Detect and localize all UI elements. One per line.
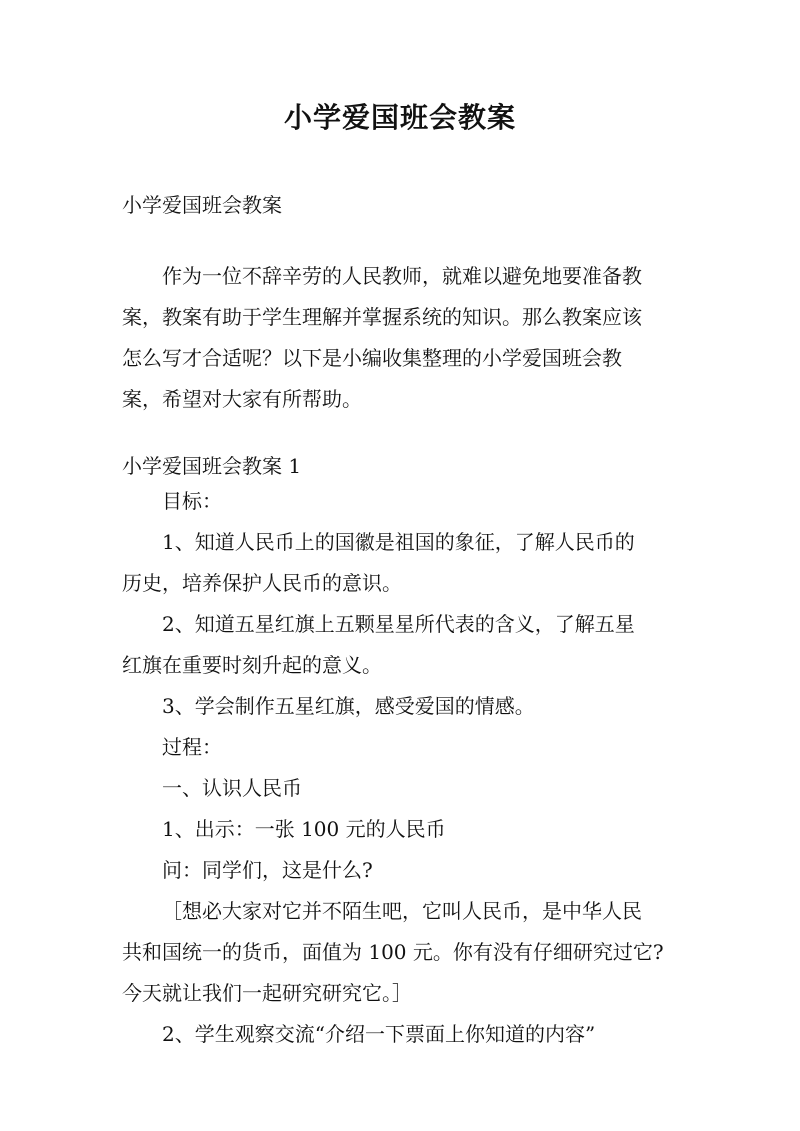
document-title: 小学爱国班会教案 (283, 101, 516, 134)
bracket-note-continuation: 共和国统一的货币，面值为 100 元。你有没有仔细研究过它? (122, 940, 664, 964)
goal-item-continuation: 红旗在重要时刻升起的意义。 (122, 653, 382, 677)
bracket-note: ［想必大家对它并不陌生吧，它叫人民币，是中华人民 (162, 899, 642, 923)
lesson-body (122, 481, 682, 1055)
process-step: 2、学生观察交流“介绍一下票面上你知道的内容” (162, 1022, 596, 1046)
process-heading: 一、认识人民币 (162, 776, 302, 800)
intro-paragraph (122, 256, 682, 420)
question-line: 问：同学们，这是什么? (162, 858, 373, 882)
goal-label: 目标： (162, 489, 222, 513)
intro-line: 案，希望对大家有所帮助。 (122, 387, 362, 411)
section-title: 小学爱国班会教案 1 (122, 454, 302, 478)
goal-item: 2、知道五星红旗上五颗星星所代表的含义，了解五星 (162, 612, 635, 636)
intro-line: 怎么写才合适呢？以下是小编收集整理的小学爱国班会教 (122, 346, 622, 370)
intro-line: 案，教案有助于学生理解并掌握系统的知识。那么教案应该 (122, 305, 642, 329)
goal-item: 3、学会制作五星红旗，感受爱国的情感。 (162, 694, 535, 718)
process-label: 过程： (162, 735, 222, 759)
goal-item: 1、知道人民币上的国徽是祖国的象征，了解人民币的 (162, 530, 635, 554)
process-step: 1、出示：一张 100 元的人民币 (162, 817, 446, 841)
intro-line: 作为一位不辞辛劳的人民教师，就难以避免地要准备教 (162, 264, 642, 288)
bracket-note-continuation: 今天就让我们一起研究研究它。］ (122, 981, 412, 1005)
document-subtitle: 小学爱国班会教案 (122, 193, 282, 217)
goal-item-continuation: 历史，培养保护人民币的意识。 (122, 571, 402, 595)
